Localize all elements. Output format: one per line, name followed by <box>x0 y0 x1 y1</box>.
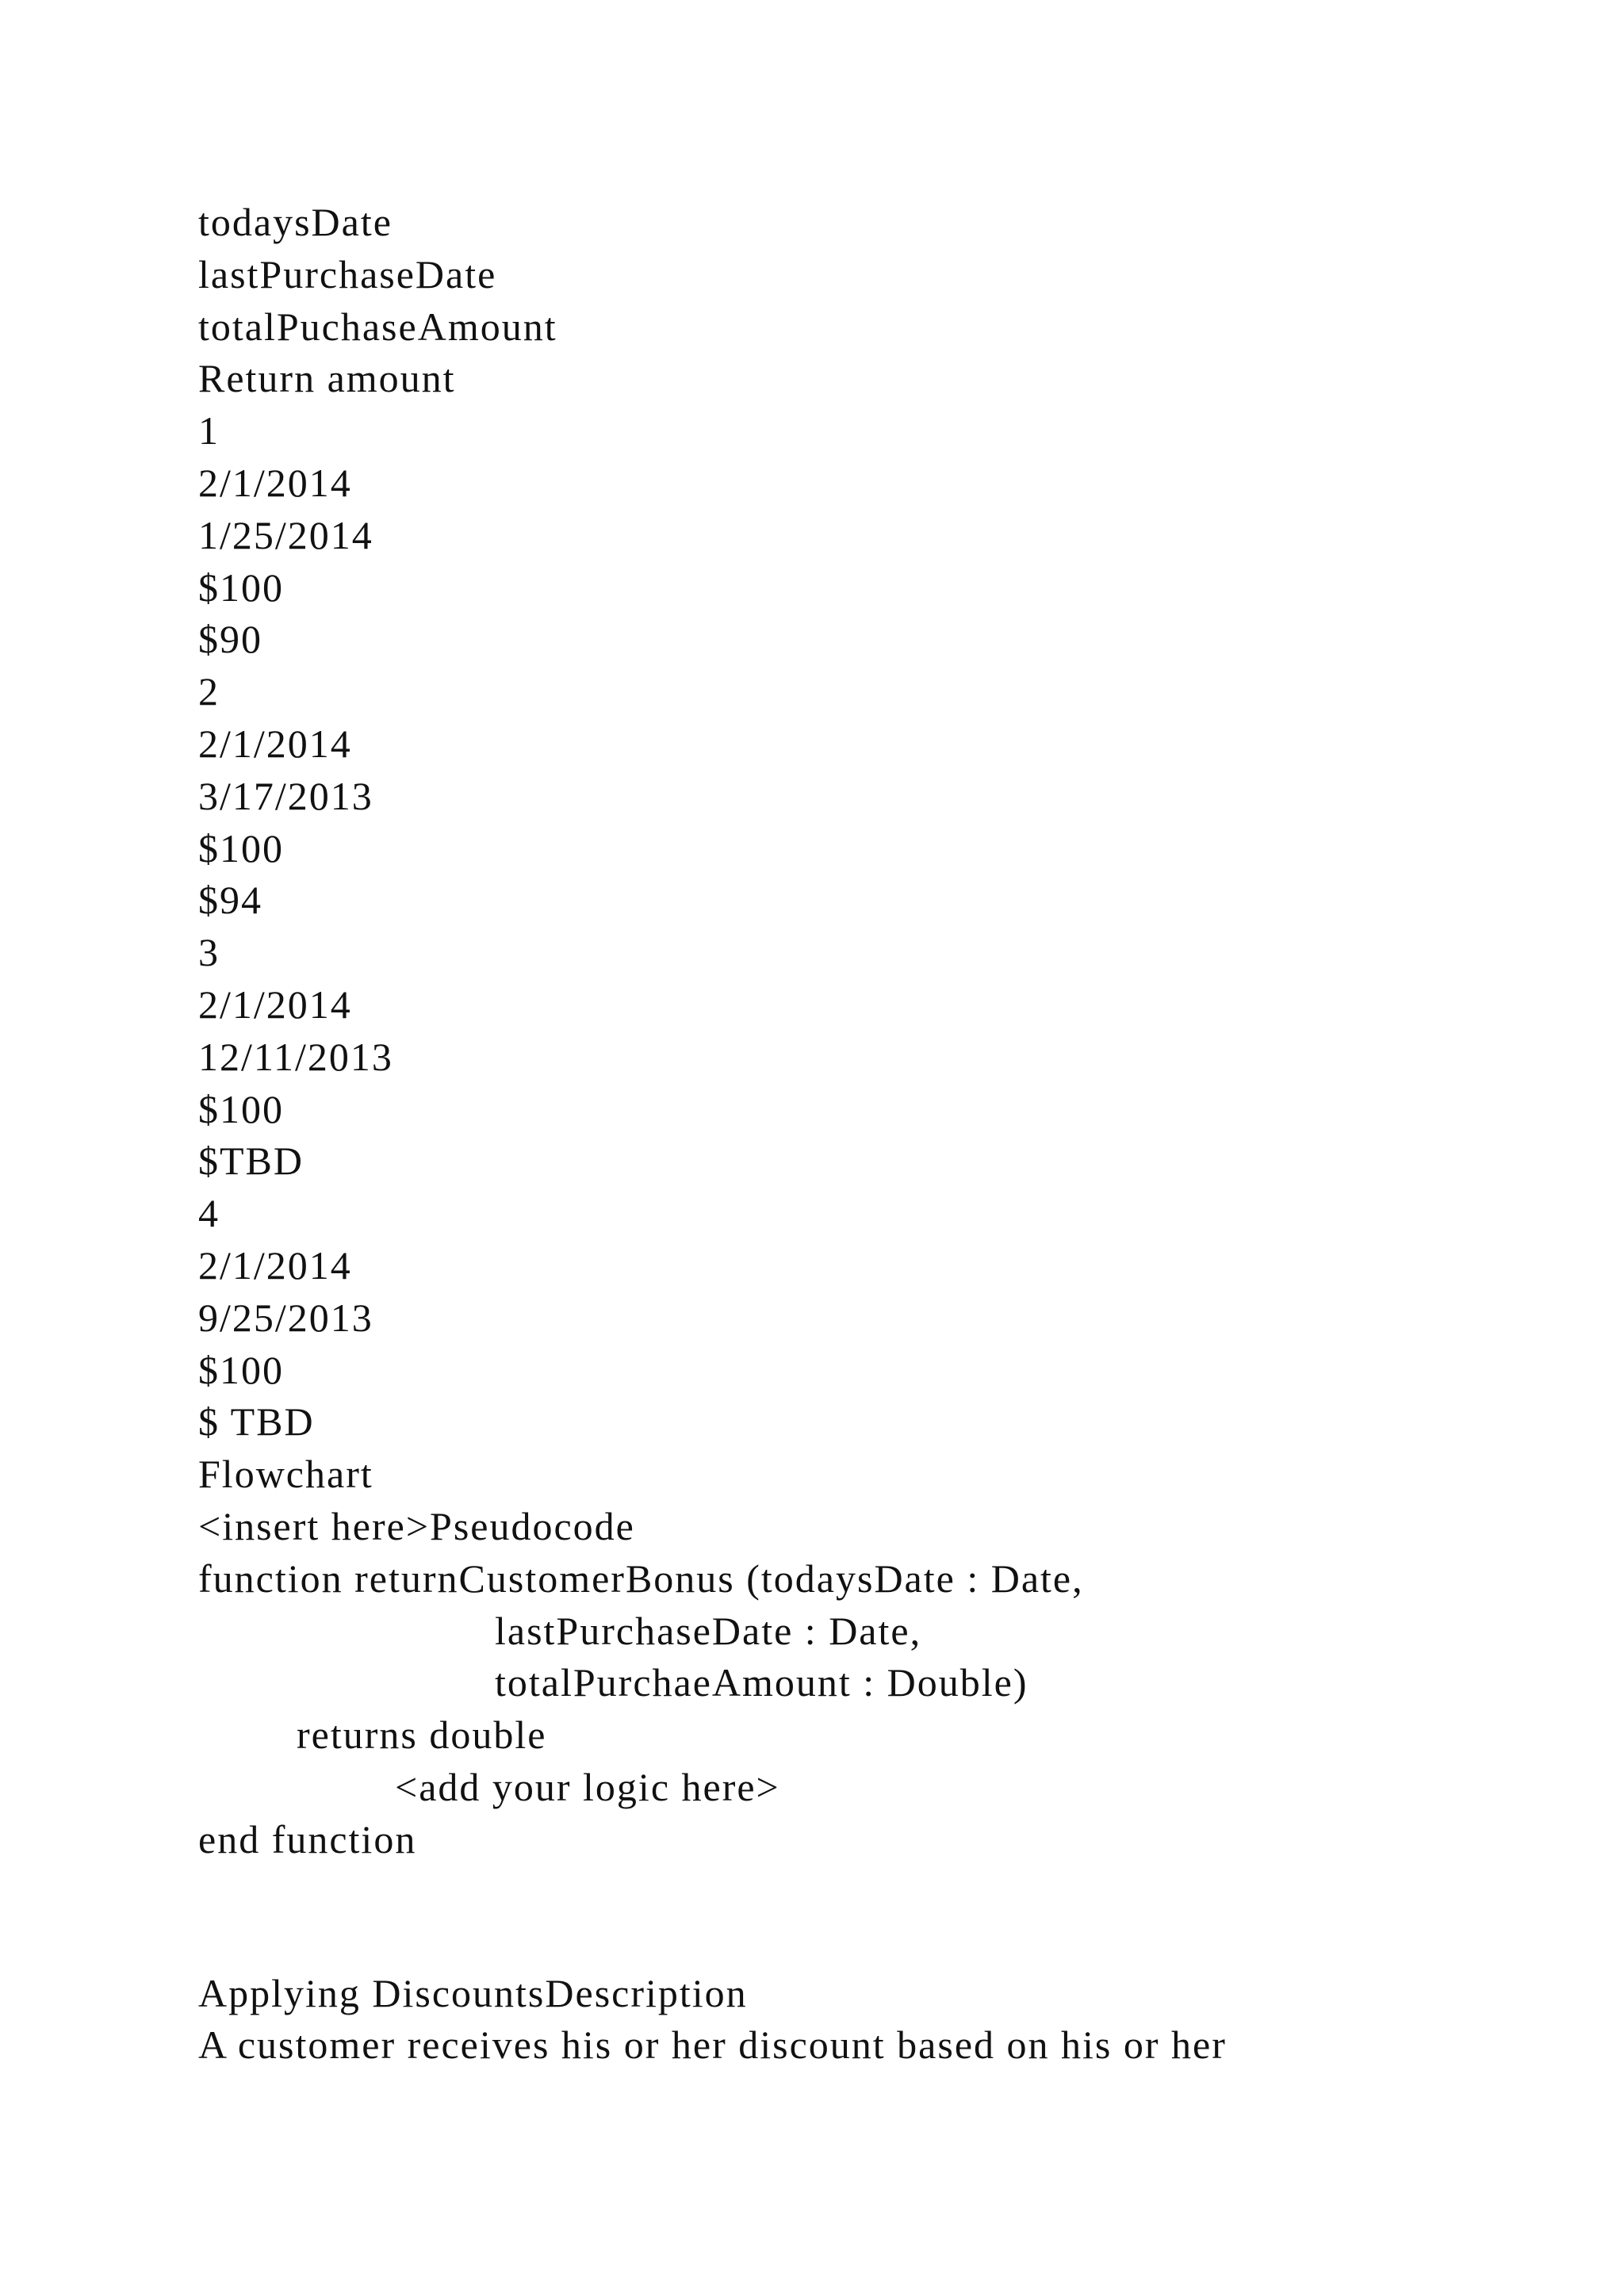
table-row-4-index: 4 <box>198 1191 220 1236</box>
table-row-2-todays-date: 2/1/2014 <box>198 721 352 766</box>
flowchart-heading: Flowchart <box>198 1452 373 1497</box>
section-paragraph-line-1: A customer receives his or her discount based on his or her <box>198 2022 1227 2068</box>
table-row-2-last-purchase-date: 3/17/2013 <box>198 773 373 818</box>
table-row-4-total-purchase-amount: $100 <box>198 1347 284 1392</box>
table-row-3-last-purchase-date: 12/11/2013 <box>198 1034 393 1079</box>
table-row-2-total-purchase-amount: $100 <box>198 825 284 871</box>
table-row-3-todays-date: 2/1/2014 <box>198 982 352 1027</box>
table-row-1-todays-date: 2/1/2014 <box>198 460 352 505</box>
table-header-return-amount: Return amount <box>198 356 456 401</box>
pseudocode-line-6: end function <box>198 1816 417 1862</box>
pseudocode-line-1: function returnCustomerBonus (todaysDate : Date, <box>198 1556 1084 1601</box>
section-gap <box>198 1866 1546 1968</box>
pseudocode-heading: <insert here>Pseudocode <box>198 1503 635 1548</box>
table-row-1-index: 1 <box>198 408 220 453</box>
table-row-4-todays-date: 2/1/2014 <box>198 1242 352 1288</box>
pseudocode-line-5: <add your logic here> <box>395 1764 780 1809</box>
table-row-4-last-purchase-date: 9/25/2013 <box>198 1295 373 1340</box>
table-row-2-index: 2 <box>198 669 220 714</box>
document-content <box>198 197 1546 2072</box>
table-row-1-return-amount: $90 <box>198 617 262 662</box>
table-header-todays-date: todaysDate <box>198 200 393 244</box>
pseudocode-line-3: totalPurchaeAmount : Double) <box>495 1660 1028 1705</box>
pseudocode-line-4: returns double <box>297 1712 547 1758</box>
section-heading: Applying DiscountsDescription <box>198 1970 748 2015</box>
table-row-1-last-purchase-date: 1/25/2014 <box>198 512 373 557</box>
table-header-last-purchase-date: lastPurchaseDate <box>198 251 497 297</box>
table-row-1-total-purchase-amount: $100 <box>198 564 284 610</box>
table-row-3-total-purchase-amount: $100 <box>198 1086 284 1131</box>
table-row-4-return-amount: $ TBD <box>198 1399 315 1445</box>
pseudocode-line-2: lastPurchaseDate : Date, <box>495 1608 922 1653</box>
table-row-2-return-amount: $94 <box>198 878 262 923</box>
table-header-total-purchase-amount: totalPuchaseAmount <box>198 304 557 349</box>
table-row-3-return-amount: $TBD <box>198 1138 304 1184</box>
table-row-3-index: 3 <box>198 930 220 975</box>
